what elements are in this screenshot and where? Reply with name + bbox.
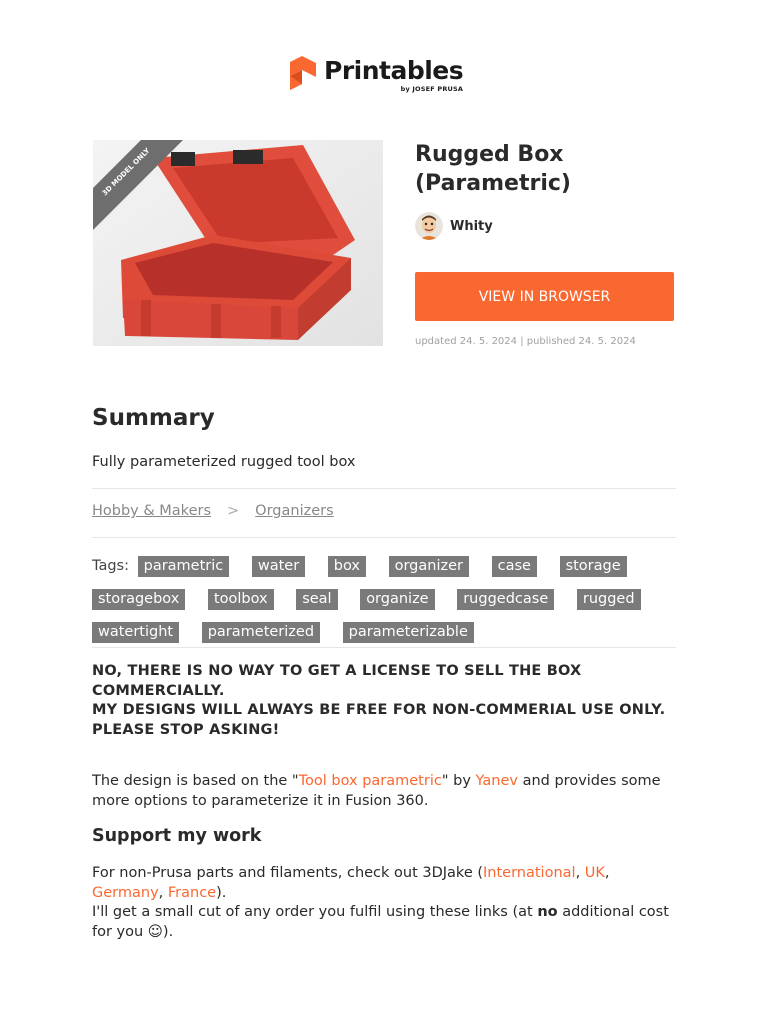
summary-text: Fully parameterized rugged tool box	[92, 454, 356, 470]
yanev-link[interactable]: Yanev	[475, 773, 518, 789]
breadcrumb-organizers[interactable]: Organizers	[255, 503, 334, 519]
rugged-box-render-image	[93, 140, 383, 346]
text: ,	[604, 865, 610, 881]
model-title[interactable]: Rugged Box (Parametric)	[415, 142, 571, 196]
text: For non-Prusa parts and filaments, check out 3DJake (	[92, 865, 484, 881]
tag[interactable]: organize	[360, 589, 434, 610]
text: The design is based on the "	[92, 773, 299, 789]
tag[interactable]: water	[252, 556, 305, 577]
author-name[interactable]: Whity	[450, 218, 493, 234]
summary-heading: Summary	[92, 405, 215, 431]
tool-box-parametric-link[interactable]: Tool box parametric	[298, 773, 442, 789]
tag[interactable]: rugged	[577, 589, 641, 610]
text: no	[537, 904, 558, 920]
printables-logo-mark-icon	[286, 54, 318, 96]
text: and provides some more options to parameterize it in Fusion 360.	[92, 773, 661, 809]
tag[interactable]: parametric	[138, 556, 230, 577]
view-in-browser-button[interactable]: VIEW IN BROWSER	[415, 272, 674, 321]
printables-logo[interactable]	[286, 54, 463, 96]
tag[interactable]: organizer	[389, 556, 469, 577]
divider	[92, 537, 676, 538]
3djake-germany-link[interactable]: Germany	[92, 884, 159, 901]
tag[interactable]: parameterized	[202, 622, 320, 643]
warning-line: MY DESIGNS WILL ALWAYS BE FREE FOR NON-COMMERIAL USE ONLY.	[92, 702, 666, 718]
tag[interactable]: ruggedcase	[457, 589, 554, 610]
tag[interactable]: watertight	[92, 622, 179, 643]
tag[interactable]: case	[492, 556, 537, 577]
publish-dates: updated 24. 5. 2024 | published 24. 5. 2024	[415, 336, 636, 347]
tags-list	[92, 552, 676, 651]
license-warning	[92, 662, 676, 740]
brand-byline: by JOSEF PRUSA	[400, 85, 464, 93]
model-thumbnail[interactable]	[93, 140, 383, 346]
support-paragraph	[92, 864, 676, 942]
3djake-france-link[interactable]: France	[167, 884, 217, 901]
breadcrumb-separator: >	[227, 503, 240, 519]
tag[interactable]: storagebox	[92, 589, 185, 610]
warning-line: NO, THERE IS NO WAY TO GET A LICENSE TO SELL THE BOX COMMERCIALLY.	[92, 663, 582, 699]
divider	[92, 647, 676, 648]
support-heading: Support my work	[92, 826, 262, 846]
design-origin-paragraph	[92, 772, 676, 811]
text: ,	[575, 865, 585, 881]
text: ).	[216, 884, 227, 901]
ribbon-label: 3D MODEL ONLY	[100, 146, 152, 198]
tag[interactable]: box	[328, 556, 366, 577]
tag[interactable]: storage	[560, 556, 627, 577]
3djake-uk-link[interactable]: UK	[584, 865, 605, 881]
text: " by	[441, 773, 476, 789]
3djake-international-link[interactable]: International	[483, 865, 576, 881]
divider	[92, 488, 676, 489]
tags-label: Tags:	[92, 558, 129, 574]
text: additional cost for you ☺).	[92, 904, 669, 940]
warning-line: PLEASE STOP ASKING!	[92, 721, 280, 738]
text: I'll get a small cut of any order you fulfil using these links (at	[92, 904, 538, 920]
tag[interactable]: parameterizable	[343, 622, 474, 643]
breadcrumb	[92, 503, 334, 519]
tag[interactable]: toolbox	[208, 589, 274, 610]
brand-name: Printables	[324, 56, 464, 85]
text: ,	[158, 884, 168, 901]
tag[interactable]: seal	[296, 589, 337, 610]
author-avatar[interactable]	[415, 212, 443, 240]
author[interactable]	[415, 212, 493, 240]
avatar-face-icon	[415, 212, 443, 240]
breadcrumb-hobby-makers[interactable]: Hobby & Makers	[92, 503, 212, 519]
